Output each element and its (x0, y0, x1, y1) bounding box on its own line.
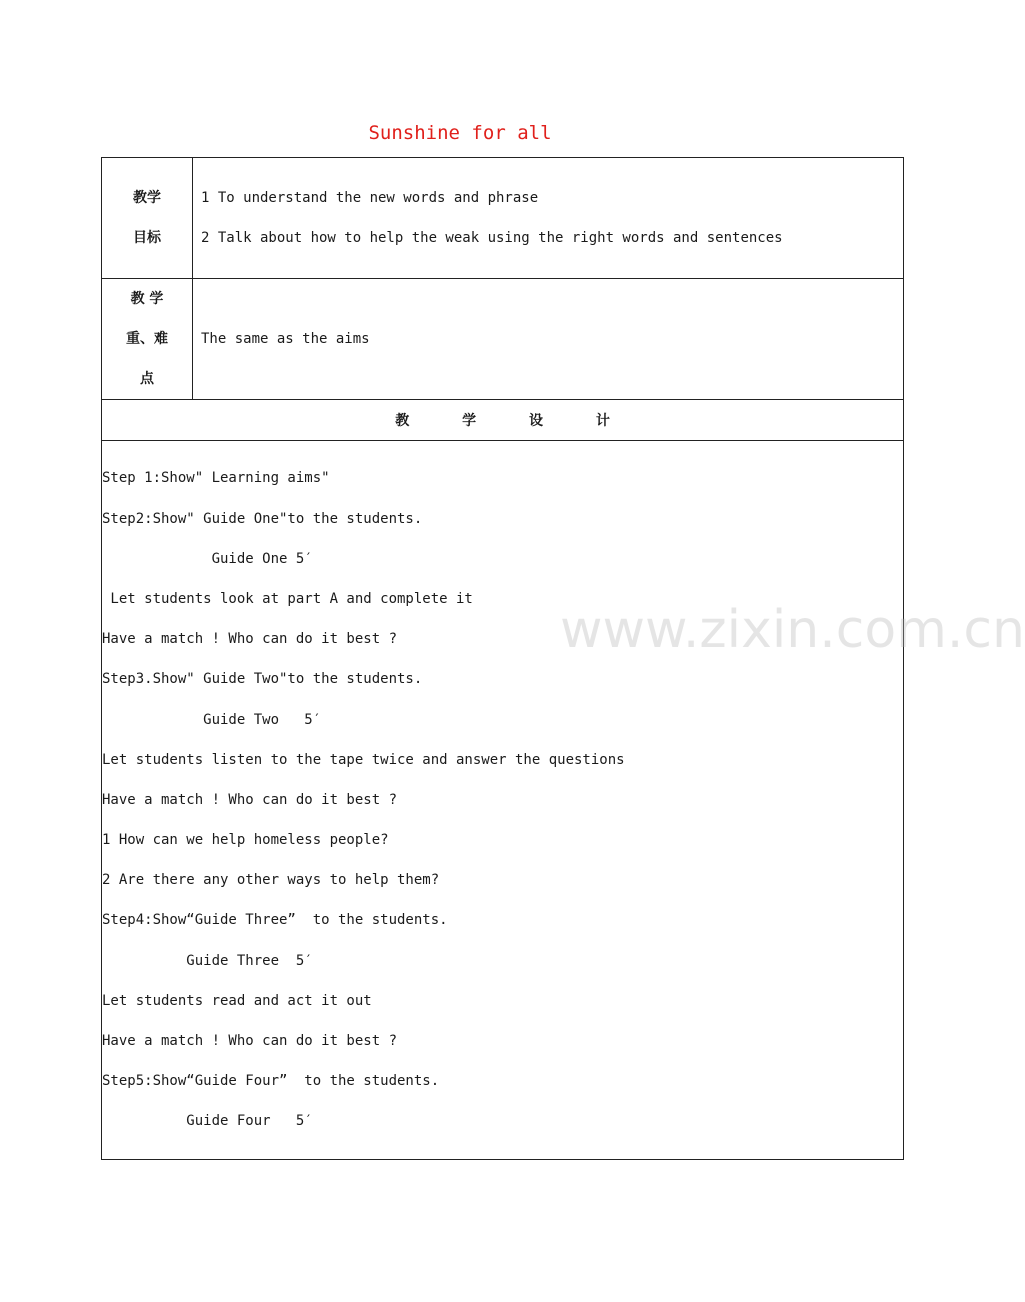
key-points-label-line: 重、难 (126, 331, 168, 347)
design-line: Let students read and act it out (102, 992, 372, 1009)
design-line: Step4:Show“Guide Three” to the students. (102, 912, 448, 929)
key-points-label-line: 点 (140, 371, 154, 387)
aim-item: 1 To understand the new words and phrase (201, 190, 539, 206)
key-points-content: The same as the aims (193, 279, 904, 400)
page-title: Sunshine for all (368, 122, 552, 144)
design-line: Step5:Show“Guide Four” to the students. (102, 1073, 440, 1090)
aims-label (102, 158, 193, 279)
design-line: Step3.Show" Guide Two"to the students. (102, 671, 423, 688)
aim-item: 2 Talk about how to help the weak using the right words and sentences (201, 230, 783, 246)
design-line: Step2:Show" Guide One"to the students. (102, 510, 423, 527)
aims-content (193, 158, 904, 279)
key-points-label-line: 教 学 (130, 291, 164, 307)
design-row (102, 441, 904, 1160)
design-line: Have a match ! Who can do it best ? (102, 791, 398, 808)
design-header-char: 教 (395, 413, 410, 429)
design-header-char: 学 (462, 413, 477, 429)
aims-label-line: 目标 (133, 230, 161, 246)
design-line: Let students look at part A and complete it (102, 590, 473, 607)
watermark: www.zixin.com.cn (560, 600, 1025, 660)
design-header (102, 400, 904, 441)
design-line: Step 1:Show" Learning aims" (102, 470, 330, 487)
design-line: Guide One 5′ (102, 550, 313, 567)
design-line: 1 How can we help homeless people? (102, 832, 389, 849)
design-line: Have a match ! Who can do it best ? (102, 631, 398, 648)
key-points-label (102, 279, 193, 400)
design-header-row (102, 400, 904, 441)
design-header-char: 计 (595, 413, 610, 429)
design-line: Let students listen to the tape twice and answer the questions (102, 751, 625, 768)
design-header-char: 设 (528, 413, 543, 429)
design-line: Guide Four 5′ (102, 1113, 313, 1130)
design-line: 2 Are there any other ways to help them? (102, 872, 440, 889)
design-line: Guide Three 5′ (102, 952, 313, 969)
design-content (102, 441, 904, 1160)
aims-row (102, 158, 904, 279)
design-line: Have a match ! Who can do it best ? (102, 1033, 398, 1050)
aims-label-line: 教学 (133, 190, 161, 206)
key-points-row (102, 279, 904, 400)
design-line: Guide Two 5′ (102, 711, 322, 728)
